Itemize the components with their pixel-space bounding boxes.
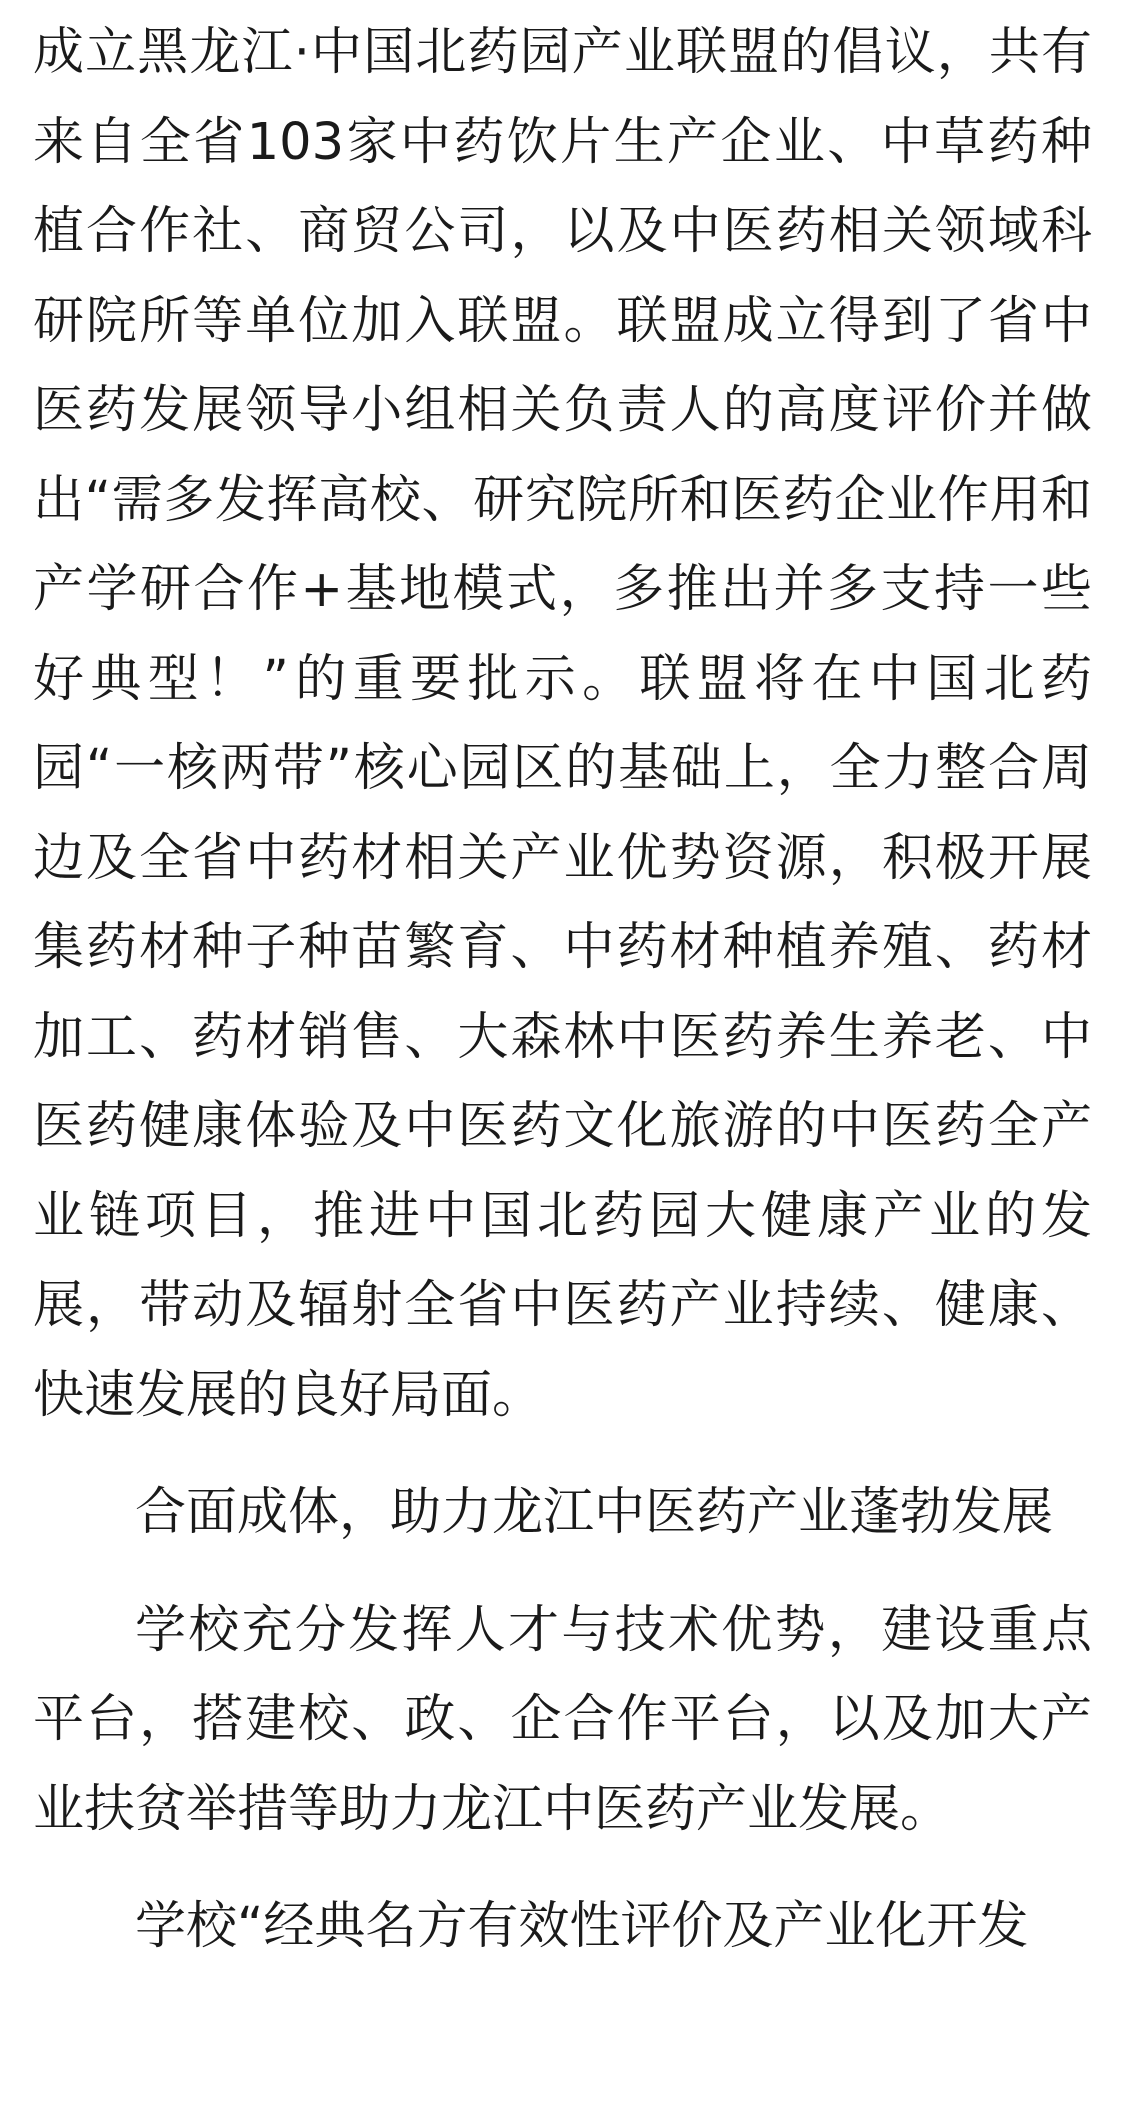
article-section-heading: 合面成体，助力龙江中医药产业蓬勃发展 bbox=[135, 1483, 1054, 1542]
article-paragraph-2: 学校充分发挥人才与技术优势，建设重点平台，搭建校、政、企合作平台，以及加大产业扶贫举措等助力龙江中医药产业发展。 bbox=[33, 1600, 1092, 1839]
article-paragraph-3: 学校“经典名方有效性评价及产业化开发 bbox=[135, 1897, 1029, 1956]
article-paragraph-1: 成立黑龙江·中国北药园产业联盟的倡议，共有来自全省103家中药饮片生产企业、中草药种植合作社、商贸公司，以及中医药相关领域科研院所等单位加入联盟。联盟成立得到了省中医药发展领导小组相关负责人的高度评价并做出“需多发挥高校、研究院所和医药企业作用和产学研合作+基地模式，多推出并多支持一些好典型！”的重要批示。联盟将在中国北药园“一核两带”核心园区的基础上，全力整合周边及全省中药材相关产业优势资源，积极开展集药材种子种苗繁育、中药材种植养殖、药材加工、药材销售、大森林中医药养生养老、中医药健康体验及中医药文化旅游的中医药全产业链项目，推进中国北药园大健康产业的发展，带动及辐射全省中医药产业持续、健康、快速发展的良好局面。 bbox=[33, 23, 1092, 1425]
